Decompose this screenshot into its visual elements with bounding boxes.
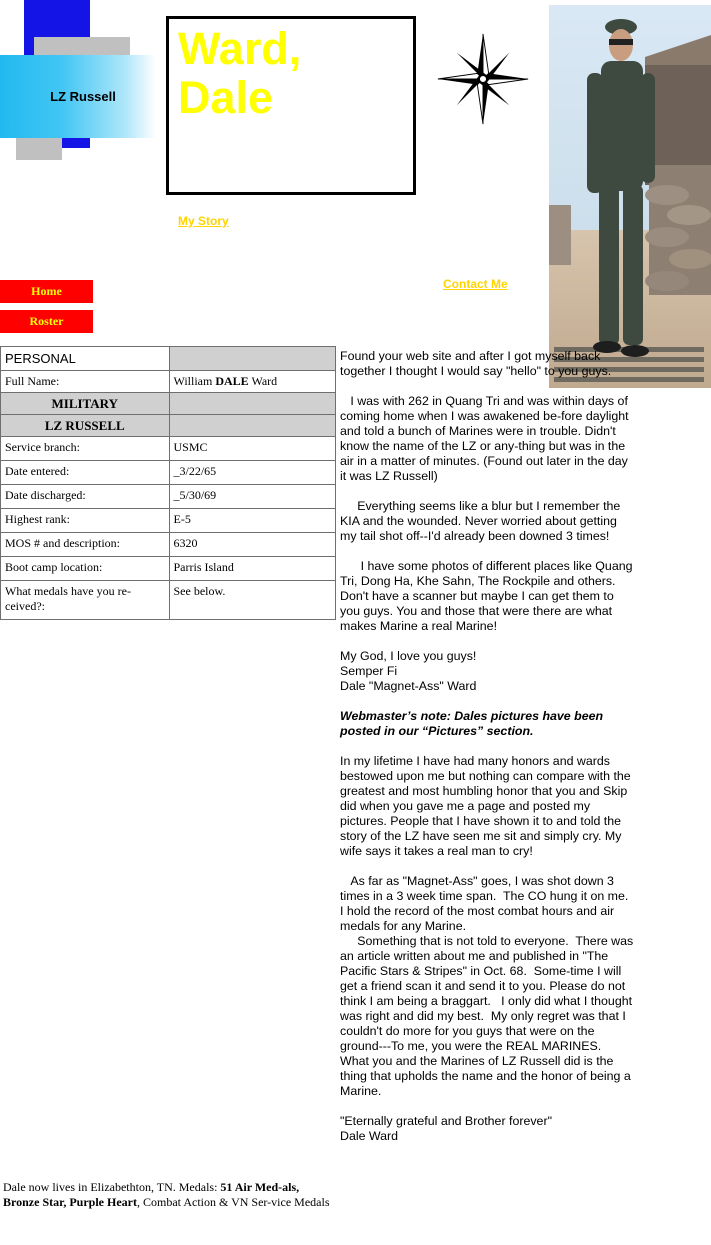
story-signature: Dale Ward — [340, 1129, 399, 1143]
military-row — [1, 581, 336, 620]
footnote-medals-bold: 51 Air Med-als, Bronze Star, Purple Heart — [3, 1180, 300, 1209]
roster-button[interactable]: Roster — [0, 310, 93, 333]
compass-star-icon — [436, 32, 530, 126]
lz-russell-section-header: LZ RUSSELL — [1, 415, 170, 437]
contact-me-link[interactable]: Contact Me — [443, 277, 508, 291]
military-label: Date entered: — [1, 461, 170, 485]
military-label: Boot camp location: — [1, 557, 170, 581]
veteran-story — [340, 349, 636, 1144]
military-value: See below. — [169, 581, 336, 620]
military-value: Parris Island — [169, 557, 336, 581]
page-title — [178, 24, 398, 122]
military-value: 6320 — [169, 533, 336, 557]
page-title-line2: Dale — [178, 72, 274, 123]
my-story-link[interactable]: My Story — [178, 214, 229, 228]
story-paragraph: I was with 262 in Quang Tri and was within days of coming home when I was awakened be-fore daylight and told a bunch of Marines were in trouble. Didn't know the name of the LZ or any-thing but was in the air in a matter of minutes. (Found out later in the day it was LZ Russell) — [340, 394, 633, 483]
military-value: _3/22/65 — [169, 461, 336, 485]
military-row — [1, 533, 336, 557]
veteran-photo — [549, 5, 711, 388]
military-value: E-5 — [169, 509, 336, 533]
webmaster-note: Webmaster’s note: Dales pictures have been posted in our “Pictures” section. — [340, 709, 604, 738]
page-title-line1: Ward, — [178, 23, 302, 74]
story-paragraph: As far as "Magnet-Ass" goes, I was shot down 3 times in a 3 week time span. The CO hung it on me. I hold the record of the most combat hours and air medals for any Marine. — [340, 874, 636, 933]
site-logo-text: LZ Russell — [50, 89, 116, 104]
lz-header-row — [1, 415, 336, 437]
military-row — [1, 557, 336, 581]
military-label: What medals have you re-ceived?: — [1, 581, 170, 620]
military-section-header: MILITARY — [1, 393, 170, 415]
story-line: Semper Fi — [340, 664, 398, 678]
full-name-first: William — [173, 374, 213, 388]
military-label: MOS # and description: — [1, 533, 170, 557]
military-row — [1, 509, 336, 533]
story-signature: Dale "Magnet-Ass" Ward — [340, 679, 477, 693]
personal-section-label: PERSONAL — [1, 347, 170, 371]
story-closing: "Eternally grateful and Brother forever" — [340, 1114, 552, 1128]
full-name-last: Ward — [251, 374, 278, 388]
full-name-label: Full Name: — [1, 371, 170, 393]
footnote-text-1: Dale now lives in Elizabethton, TN. Medals: — [3, 1180, 221, 1194]
residence-medals-note — [3, 1180, 333, 1210]
full-name-value — [169, 371, 336, 393]
veteran-info-table — [0, 346, 336, 620]
story-paragraph: Everything seems like a blur but I remember the KIA and the wounded. Never worried about getting my tail shot off--I'd already been downed 3 times! — [340, 499, 624, 543]
military-row — [1, 437, 336, 461]
lz-russell-section-fill — [169, 415, 336, 437]
full-name-middle: DALE — [215, 374, 249, 388]
military-label: Date discharged: — [1, 485, 170, 509]
footnote-text-2: , Combat Action & VN Ser-vice Medals — [136, 1195, 330, 1209]
military-section-fill — [169, 393, 336, 415]
military-row — [1, 485, 336, 509]
personal-section-fill — [169, 347, 336, 371]
military-label: Service branch: — [1, 437, 170, 461]
story-paragraph: Something that is not told to everyone. There was an article written about me and published in "The Pacific Stars & Stripes" in Oct. 68. Some-time I will get a friend scan it and send it to you. Please do not think I am being a braggart. I only did what I thought was right and did my best. My only regret was that I couldn't do more for you guys that were on the ground---To me, you were the REAL MARINES. What you and the Marines of LZ Russell did is the thing that upholds the name and the honor of being a Marine. — [340, 934, 637, 1098]
personal-row — [1, 347, 336, 371]
military-value: _5/30/69 — [169, 485, 336, 509]
home-button[interactable]: Home — [0, 280, 93, 303]
story-line: My God, I love you guys! — [340, 649, 477, 663]
story-paragraph: In my lifetime I have had many honors and wards bestowed upon me but nothing can compare with the greatest and most humbling honor that you and Skip did when you gave me a page and posted my pictures. People that I have shown it to and told the story of the LZ have seen me sit and simply cry. My wife says it takes a real man to cry! — [340, 754, 631, 858]
military-row — [1, 461, 336, 485]
military-value: USMC — [169, 437, 336, 461]
story-paragraph: I have some photos of different places like Quang Tri, Dong Ha, Khe Sahn, The Rockpile and others. Don't have a scanner but maybe I can get them to you guys. You and those that were there are what makes Marine a real Marine! — [340, 559, 636, 633]
full-name-row — [1, 371, 336, 393]
military-label: Highest rank: — [1, 509, 170, 533]
military-header-row — [1, 393, 336, 415]
story-paragraph: Found your web site and after I got myself back together I thought I would say "hello" to you guys. — [340, 349, 612, 378]
